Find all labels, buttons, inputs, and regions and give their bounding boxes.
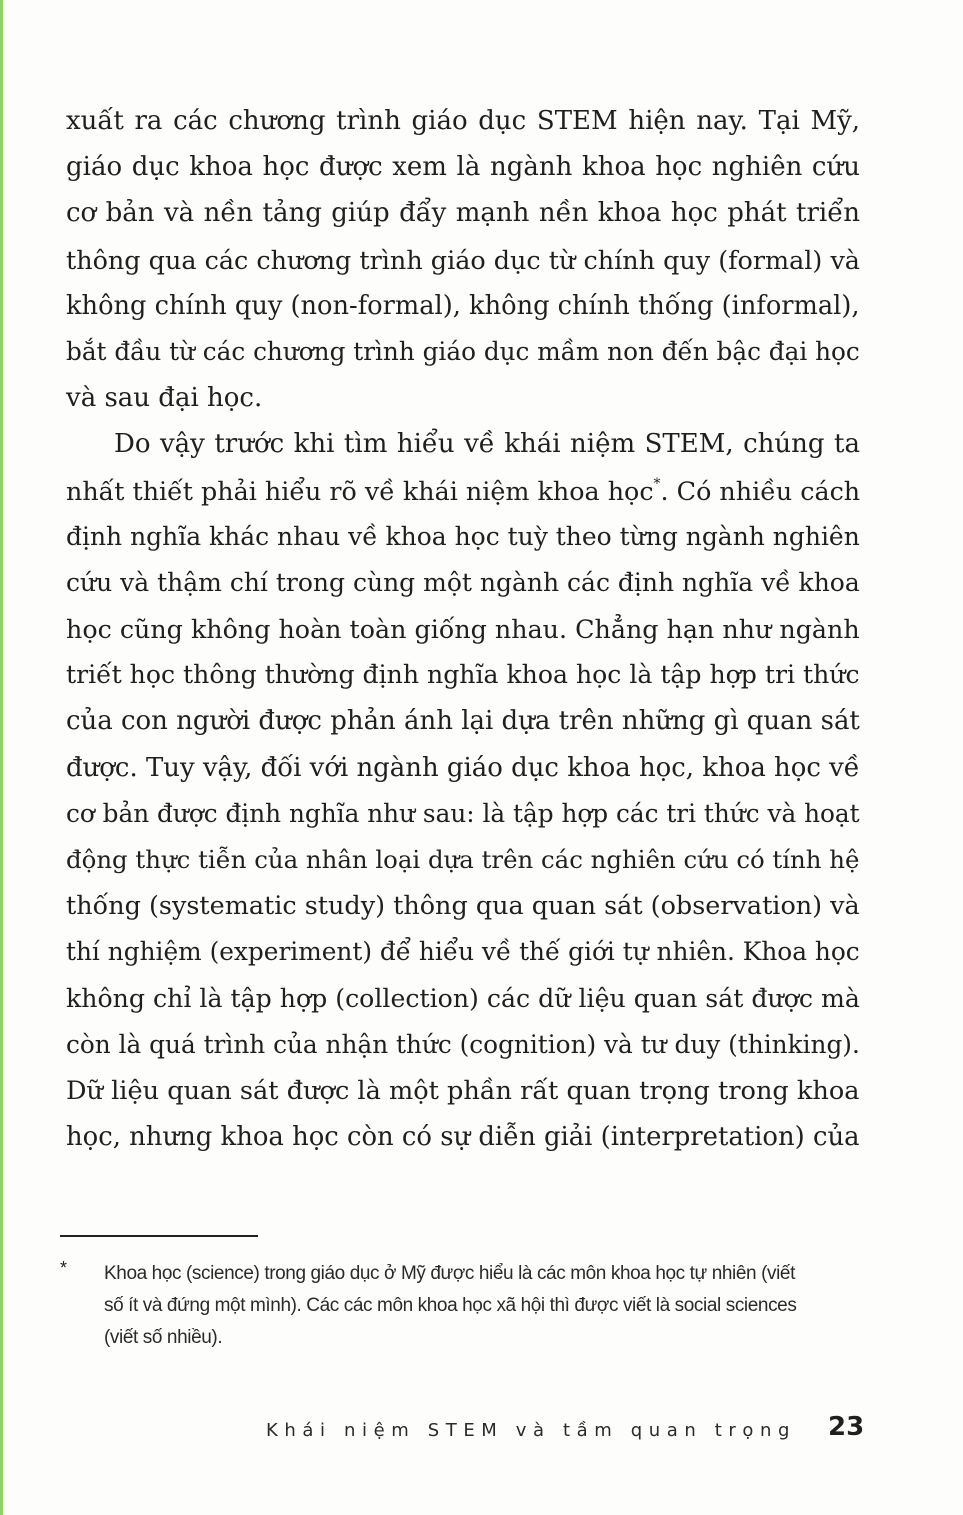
body-line-19: thí nghiệm (experiment) để hiểu về thế giới tự nhiên. Khoa học xyxy=(66,937,860,967)
body-line-4: thông qua các chương trình giáo dục từ chính quy (formal) và xyxy=(66,244,860,275)
body-text xyxy=(66,98,860,1160)
body-line-5: không chính quy (non-formal), không chính thống (informal), xyxy=(66,290,860,321)
footnote-marker: * xyxy=(60,1258,68,1278)
body-line-12: học cũng không hoàn toàn giống nhau. Chẳng hạn như ngành xyxy=(66,614,860,645)
footnote-line-2: số ít và đứng một mình). Các các môn khoa học xã hội thì được viết là social sciences xyxy=(104,1295,797,1316)
body-line-6: bắt đầu từ các chương trình giáo dục mầm non đến bậc đại học xyxy=(66,336,860,366)
body-line-9-text: nhất thiết phải hiểu rõ về khái niệm khoa học xyxy=(66,475,654,506)
footnote-line-3: (viết số nhiều). xyxy=(104,1327,223,1348)
body-line-9 xyxy=(66,468,860,514)
body-line-16: cơ bản được định nghĩa như sau: là tập hợp các tri thức và hoạt xyxy=(66,798,860,828)
body-line-18: thống (systematic study) thông qua quan sát (observation) và xyxy=(66,891,860,922)
body-line-3: cơ bản và nền tảng giúp đẩy mạnh nền khoa học phát triển xyxy=(66,198,860,229)
body-line-9-tail: . Có nhiều cách xyxy=(660,475,861,506)
body-line-13: triết học thông thường định nghĩa khoa học là tập hợp tri thức xyxy=(66,660,860,690)
body-line-21: còn là quá trình của nhận thức (cognition) và tư duy (thinking). xyxy=(66,1029,860,1059)
body-line-7: và sau đại học. xyxy=(66,383,263,414)
running-head: Khái niệm STEM và tầm quan trọng xyxy=(266,1420,796,1441)
footnote xyxy=(104,1258,856,1354)
body-line-2: giáo dục khoa học được xem là ngành khoa học nghiên cứu xyxy=(66,152,860,183)
body-line-20: không chỉ là tập hợp (collection) các dữ liệu quan sát được mà xyxy=(66,983,860,1013)
body-line-11: cứu và thậm chí trong cùng một ngành các định nghĩa về khoa xyxy=(66,567,860,597)
body-line-17: động thực tiễn của nhân loại dựa trên các nghiên cứu có tính hệ xyxy=(66,845,860,874)
page-number: 23 xyxy=(828,1412,865,1442)
body-line-22: Dữ liệu quan sát được là một phần rất quan trọng trong khoa xyxy=(66,1075,860,1106)
footnote-line-1: Khoa học (science) trong giáo dục ở Mỹ được hiểu là các môn khoa học tự nhiên (viết xyxy=(104,1263,795,1284)
body-line-15: được. Tuy vậy, đối với ngành giáo dục khoa học, khoa học về xyxy=(66,752,860,783)
body-line-23: học, nhưng khoa học còn có sự diễn giải (interpretation) của xyxy=(66,1122,860,1153)
page-edge xyxy=(0,0,3,1515)
body-line-1: xuất ra các chương trình giáo dục STEM hiện nay. Tại Mỹ, xyxy=(66,106,861,136)
body-line-8: Do vậy trước khi tìm hiểu về khái niệm STEM, chúng ta xyxy=(114,429,860,460)
footnote-reference: * xyxy=(653,475,661,492)
body-line-10: định nghĩa khác nhau về khoa học tuỳ theo từng ngành nghiên xyxy=(66,521,860,551)
footnote-divider xyxy=(60,1235,258,1237)
body-line-14: của con người được phản ánh lại dựa trên những gì quan sát xyxy=(66,706,860,737)
